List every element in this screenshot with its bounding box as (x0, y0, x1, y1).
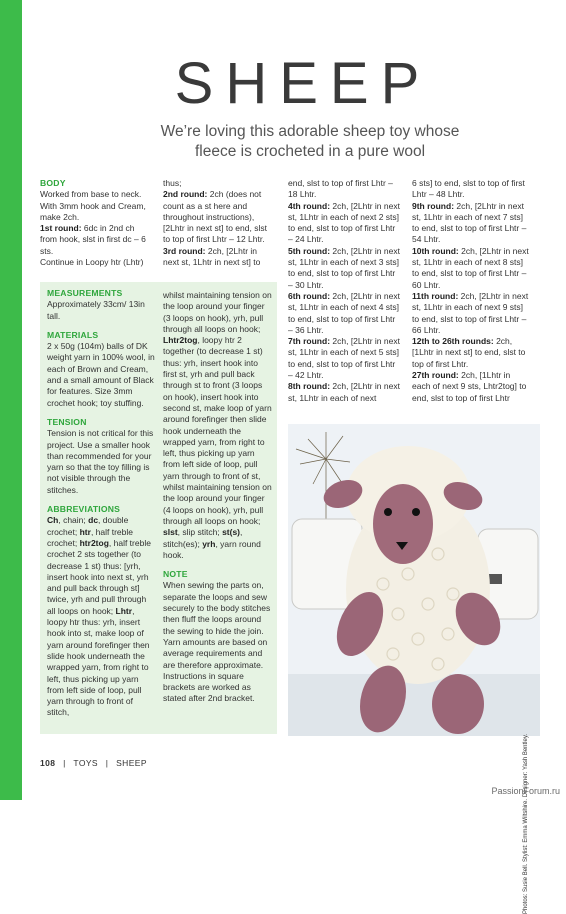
intro-line-2: fleece is crocheted in a pure wool (194, 143, 426, 160)
round-7-label: 7th round: (288, 336, 331, 347)
round-27 (412, 370, 530, 404)
round-11 (412, 291, 530, 336)
round-12-26 (412, 336, 530, 370)
abbr-lhtr2tog-text: , loopy htr 2 together (to decrease 1 st) thus: yrh, insert hook into first st, yrh and pull back through st to front (3 loops on hook), insert hook into second st, make loop of yarn around forefinger then slide hook underneath the wrapped yarn, from right to left, thus picking up yarn from left side of loop, pull yarn through to front of st, whilst maintaining tension on the loop around your finger (4 loops on hook), yrh, pull through all loops on hook; (163, 335, 272, 526)
watermark: PassionForum.ru (491, 786, 560, 796)
round-12-26-label: 12th to 26th rounds: (412, 336, 494, 347)
round-27-label: 27th round: (412, 370, 459, 381)
abbreviations-text (47, 515, 157, 718)
round-3 (163, 246, 275, 269)
sheep-illustration (288, 424, 540, 736)
abbr-slst: slst (163, 527, 178, 538)
round-11-text: 2ch, [2Lhtr in next st, 1Lhtr in each of next 9 sts] to end, slst to top of first Lhtr – 66 Lhtr. (412, 290, 529, 335)
abbr-lhtr: Lhtr (115, 605, 133, 616)
materials-heading: MATERIALS (47, 329, 99, 340)
abbr-sts-text: , stitch(es); (163, 527, 243, 549)
abbr-lhtr2tog: Lhtr2tog (163, 335, 198, 346)
footer-separator: | (63, 758, 66, 768)
abbr-lhtr-text: , loopy htr thus: yrh, insert hook into st, make loop of yarn around forefinger then slide hook underneath the wrapped yarn, from right to left, thus picking up yarn from left side of loop, pull yarn through to front of stitch, (47, 605, 150, 718)
abbreviations-heading: ABBREVIATIONS (47, 504, 121, 515)
round-10-text: 2ch, [2Lhtr in next st, 1Lhtr in each of next 8 sts] to end, slst to top of first Lhtr – 60 Lhtr. (412, 245, 529, 290)
column-4 (412, 178, 530, 404)
thus-text: thus; (163, 178, 182, 188)
materials-text: 2 x 50g (104m) balls of DK weight yarn in 100% wool, in each of Brown and Cream, and a small amount of Black for features. Size 3mm crochet hook; toy stuffing. (47, 341, 155, 408)
round-12-26-text: 2ch, [1Lhtr in next st] to end, slst to top of first Lhtr. (412, 336, 526, 369)
abbr-htr2tog-text: , half treble crochet 2 sts together (to decrease 1 st) thus: [yrh, insert hook into next st, yrh and pull back through st] twice, yrh and pull through all loops on hook; (47, 537, 151, 616)
intro-line-1: We’re loving this adorable sheep toy whose (160, 123, 460, 140)
note-heading: NOTE (163, 569, 188, 580)
tension-text: Tension is not critical for this project. Use a smaller hook than recommended for your yarn so that the toy filling is not visible through the stitches. (47, 428, 154, 495)
abbr-yrh-text: , yarn round hook. (163, 538, 261, 560)
round-9 (412, 201, 530, 246)
round-7-text: 2ch, [2Lhtr in next st, 1Lhtr in each of next 5 sts] to end, slst to top of first Lhtr – 42 Lhtr. (288, 336, 400, 381)
abbr-yrh: yrh (202, 538, 216, 549)
round-6-text: 2ch, [2Lhtr in next st, 1Lhtr in each of next 4 sts] to end, slst to top of first Lhtr – 36 Lhtr. (288, 290, 400, 335)
box-column-2 (163, 290, 273, 705)
round-2-text: 2ch (does not count as a st here and throughout instructions), [2Lhtr in next st] to end, slst to top of first Lhtr – 12 Lhtr. (163, 189, 267, 245)
round-3-label: 3rd round: (163, 245, 206, 256)
intro-text (100, 122, 520, 162)
photo-credit (523, 540, 535, 914)
abbreviations-continued (163, 290, 273, 561)
round-4 (288, 201, 400, 246)
round-9-text: 2ch, [2Lhtr in next st, 1Lhtr in each of next 7 sts] to end, slst to top of first Lhtr – 54 Lhtr. (412, 200, 527, 245)
round-6-label: 6th round: (288, 290, 331, 301)
measurements-heading: MEASUREMENTS (47, 288, 123, 298)
abbr-ch: Ch (47, 515, 59, 526)
footer-article: SHEEP (116, 758, 147, 768)
round-1 (40, 223, 150, 257)
round-3-text: 2ch, [2Lhtr in next st, 1Lhtr in next st] to (163, 245, 261, 268)
round-8-label: 8th round: (288, 381, 331, 392)
footer-separator: | (105, 758, 109, 768)
abbr-htr-text: , half treble crochet; (47, 526, 134, 548)
round-9-label: 9th round: (412, 200, 455, 211)
photo-credit-text: Photos: Susie Bell. Stylist: Emma Wiltshire. Designer: Yash Bentley. (523, 733, 529, 914)
measurements-text: Approximately 33cm/ 13in tall. (47, 299, 145, 321)
abbr-ch-text: , chain; (58, 515, 89, 526)
column-1 (40, 178, 150, 268)
round-4-text: 2ch, [2Lhtr in next st, 1Lhtr in each of next 2 sts] to end, slst to top of first Lhtr – 24 Lhtr. (288, 200, 400, 245)
round-6 (288, 291, 400, 336)
round-7 (288, 336, 400, 381)
footer-section: TOYS (73, 758, 98, 768)
body-intro: Worked from base to neck. With 3mm hook and Cream, make 2ch. (40, 189, 146, 222)
column-3 (288, 178, 400, 404)
abbr-dc-text: , double crochet; (47, 515, 129, 537)
sheep-photo (288, 424, 540, 736)
round-27-text: 2ch, [1Lhtr in each of next 9 sts, Lhtr2tog] to end, slst to top of first Lhtr (412, 370, 527, 403)
round-1-text: 6dc in 2nd ch from hook, slst in first dc – 6 sts. (40, 223, 146, 256)
column-2 (163, 178, 275, 268)
page-number: 108 (40, 758, 56, 768)
round-5-label: 5th round: (288, 245, 331, 256)
round-2-label: 2nd round: (163, 189, 208, 200)
abbr-dc: dc (88, 515, 99, 526)
round-1-label: 1st round: (40, 223, 82, 234)
round-11-label: 11th round: (412, 290, 459, 301)
abbr-lhtr-cont: whilst maintaining tension on the loop around your finger (3 loops on hook), yrh, pull through all loops on hook; (163, 290, 272, 334)
abbr-sts: st(s) (222, 527, 241, 538)
round-8-cont: 6 sts] to end, slst to top of first Lhtr – 48 Lhtr. (412, 178, 525, 200)
body-heading: BODY (40, 178, 66, 188)
round-8 (288, 381, 400, 404)
round-5 (288, 246, 400, 291)
round-8-text: 2ch, [2Lhtr in next st, 1Lhtr in each of next (288, 381, 400, 403)
abbr-htr: htr (79, 526, 91, 537)
abbr-htr2tog: htr2tog (79, 537, 109, 548)
box-column-1 (47, 288, 157, 719)
tension-heading: TENSION (47, 416, 87, 427)
round-10 (412, 246, 530, 291)
abbr-slst-text: , slip stitch; (177, 527, 223, 538)
note-text: When sewing the parts on, separate the loops and sew securely to the body stitches then fluff the loops around the sewing to hide the join. Yarn amounts are based on average requirements and are therefore approximate. Instructions in square brackets are worked as stated after 2nd bracket. (163, 580, 271, 704)
round-3-cont: end, slst to top of first Lhtr – 18 Lhtr. (288, 178, 393, 200)
round-5-text: 2ch, [2Lhtr in next st, 1Lhtr in each of next 3 sts] to end, slst to top of first Lhtr – 30 Lhtr. (288, 245, 400, 290)
round-2 (163, 189, 275, 245)
round-4-label: 4th round: (288, 200, 331, 211)
continue-text: Continue in Loopy htr (Lhtr) (40, 257, 144, 268)
green-accent-bar (0, 0, 22, 800)
round-10-label: 10th round: (412, 245, 459, 256)
page-title: SHEEP (174, 51, 432, 116)
footer (40, 758, 147, 768)
